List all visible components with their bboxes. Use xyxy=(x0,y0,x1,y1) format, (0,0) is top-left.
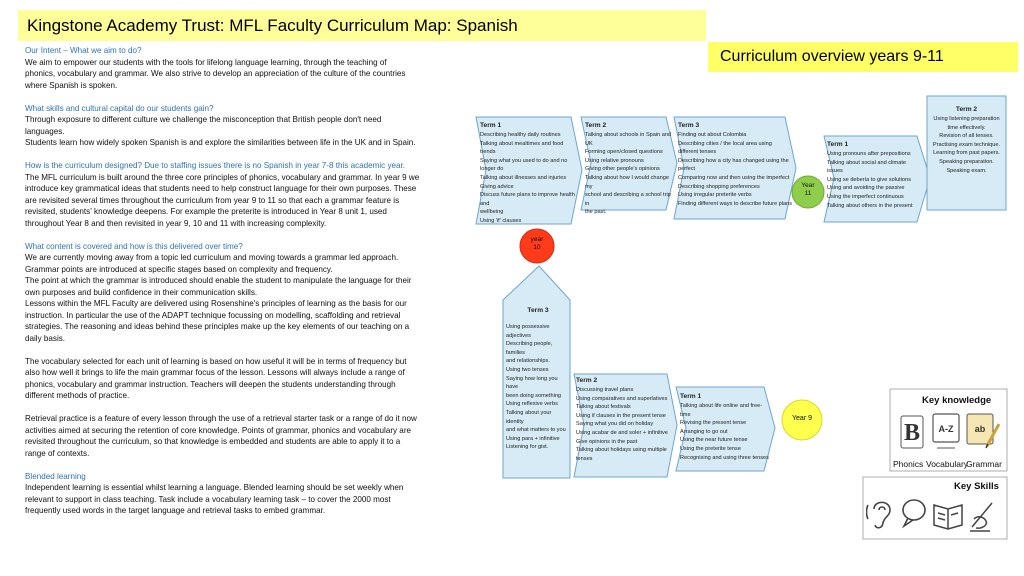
term-item: been doing something xyxy=(506,392,562,399)
text-line: throughout Year 8 and then revisited in year 9, 10 and 11 with increasing complexity. xyxy=(25,218,327,228)
term-item: and what matters to you xyxy=(506,427,566,434)
text-line: own purposes and build confidence in their communication skills. xyxy=(25,287,258,297)
term-item: Giving other people's opinions xyxy=(585,166,660,173)
term-item: Describing healthy daily routines xyxy=(480,132,561,138)
term-item: Listening for gist. xyxy=(506,444,549,451)
term-item: Revising the present tense xyxy=(680,420,747,427)
y11-term2-text xyxy=(928,105,1005,175)
grammar-icon xyxy=(967,414,999,448)
term-item: Saying how long you have xyxy=(506,375,558,391)
year11-node-label xyxy=(796,182,820,197)
text-line: The vocabulary selected for each unit of learning is based on how useful it will be in terms of frequency but xyxy=(25,356,407,366)
reading-icon xyxy=(934,505,962,529)
text-line: Lessons within the MFL Faculty are delivered using Rosenshine's principles of learning as the basis for our xyxy=(25,299,407,308)
term-title: Term 3 xyxy=(527,307,549,314)
term-title: Term 1 xyxy=(480,122,502,129)
term-item: Forming open/closed questions xyxy=(585,149,663,156)
section-heading: How is the curriculum designed? Due to staffing issues there is no Spanish in year 7-8 this academic year. xyxy=(25,161,406,170)
writing-icon xyxy=(970,503,992,531)
vocabulary-icon xyxy=(933,414,959,448)
grammar-label: Grammar xyxy=(966,459,1002,469)
term-item: Describing how a city has changed using the perfect xyxy=(678,157,789,173)
section-heading: Blended learning xyxy=(25,471,86,481)
phonics-label: Phonics xyxy=(893,459,924,469)
text-line: introduce key grammatical ideas that students need to help construct language for their own purposes. These xyxy=(25,184,417,193)
text-line: Grammar points are introduced at specific stages based on complexity and frequency. xyxy=(25,264,333,274)
term-item: Revision of all tenses. xyxy=(939,133,994,140)
y10-term2-text xyxy=(585,121,673,217)
term-item: Talking about mealtimes and food trends xyxy=(480,140,564,156)
term-item: school and describing a school trip in xyxy=(585,192,671,207)
text-line: range of contexts. xyxy=(25,448,90,458)
svg-text:ab: ab xyxy=(974,424,986,434)
text-line: frequently used words in the target language and retrieval tasks to embed grammar. xyxy=(25,506,326,515)
term-item: Talking about social and climate issues xyxy=(827,159,906,175)
phonics-icon xyxy=(901,416,923,448)
term-item: Talking about life online and free-time xyxy=(680,403,763,418)
term-title: Term 1 xyxy=(827,141,849,148)
text-line: phonics, vocabulary and grammar. We also strive to develop an appreciation of the culture of the countries xyxy=(25,69,406,78)
y10-term3-text xyxy=(678,121,792,208)
term-item: Using acabar de and soler + infinitive xyxy=(576,429,668,436)
term-item: Using the near future tense xyxy=(680,437,748,444)
term-item: Comparing now and then using the imperfect xyxy=(678,174,790,181)
term-item: Describing people, families xyxy=(506,341,553,356)
text-line: instruction. In particular the use of the ADAPT technique focussing on modelling, scaffolding and retrieval xyxy=(25,310,401,320)
term-item: Give opinions in the past xyxy=(576,438,638,445)
year9-node-label: Year 9 xyxy=(792,415,812,422)
term-item: Finding out about Colombia xyxy=(678,132,747,138)
text-line: Independent learning is essential whilst learning a language. Blended learning should be set weekly when xyxy=(25,483,404,492)
y9-term3-text xyxy=(506,306,570,452)
node-label-line: 11 xyxy=(804,189,812,197)
text-line: languages. xyxy=(25,126,65,136)
text-line: Retrieval practice is a feature of every lesson through the use of a retrieval starter task or a range of do it now xyxy=(25,414,417,423)
text-line: The point at which the grammar is introduced should enable the student to manipulate the language for their xyxy=(25,276,412,285)
term-item: and relationships. xyxy=(506,358,550,365)
term-item: Talking about how I would change my xyxy=(585,174,669,190)
key-knowledge-icons xyxy=(893,410,1005,458)
text-line: are revisited several times throughout the curriculum from year 9 to 11 so that each a grammar feature is xyxy=(25,195,400,205)
term-title: Term 2 xyxy=(955,106,978,113)
term-item: Discussing travel plans xyxy=(576,387,634,393)
page-title: Kingstone Academy Trust: MFL Faculty Curriculum Map: Spanish xyxy=(18,10,706,41)
term-title: Term 1 xyxy=(680,393,702,400)
text-line: different methods of practice. xyxy=(25,391,130,400)
term-item: time effectively. xyxy=(947,124,986,131)
term-item: Using irregular preterite verbs xyxy=(678,192,752,199)
term-item: Talking about festivals xyxy=(576,404,631,411)
term-item: Giving advice xyxy=(480,183,514,190)
term-item: Talking about your identity xyxy=(506,409,552,425)
term-item: Using comparatives and superlatives xyxy=(576,395,668,402)
text-line: We aim to empower our students with the tools for lifelong language learning, through the teaching of xyxy=(25,57,387,67)
term-item: Speaking preparation. xyxy=(939,158,994,165)
vocabulary-label: Vocabulary xyxy=(926,459,969,469)
text-line: daily basis. xyxy=(25,333,66,343)
text-line: Through exposure to different culture we challenge the misconception that British people don't need xyxy=(25,115,382,124)
term-item: Arranging to go out xyxy=(680,428,728,435)
term-item: the past. xyxy=(585,209,607,216)
term-item: Finding different ways to describe future plans xyxy=(678,200,793,207)
y10-term1-text xyxy=(480,121,576,226)
text-line: also how well it brings to life the main grammar focus of the lesson. Lessons will always include a range of xyxy=(25,368,405,377)
term-item: Discuss future plans to improve health and xyxy=(480,192,575,207)
term-item: Using the imperfect continuous xyxy=(827,193,904,200)
section-heading: Our Intent – What we aim to do? xyxy=(25,46,142,55)
text-line: phonics, vocabulary and grammar instruction. Teachers will deepen the students understanding through xyxy=(25,379,396,389)
term-title: Term 2 xyxy=(585,122,607,129)
node-label-line: 10 xyxy=(533,243,541,251)
node-label-line: year xyxy=(530,236,544,243)
text-line: relevant to support in class teaching. Task include a vocabulary learning task – to cover the 2000 most xyxy=(25,494,391,504)
term-item: Talking about schools in Spain and UK xyxy=(585,132,672,147)
term-item: Using reflexive verbs xyxy=(506,401,558,408)
term-item: Using relative pronouns xyxy=(585,157,644,164)
term-item: Using and avoiding the passive xyxy=(827,185,905,192)
svg-text:A-Z: A-Z xyxy=(938,424,954,434)
text-line: revisited throughout the curriculum, so that knowledge is embedded and students are able to apply it to a xyxy=(25,437,401,446)
svg-text:B: B xyxy=(903,420,921,446)
text-line: where Spanish is spoken. xyxy=(25,80,118,90)
listening-icon xyxy=(867,502,891,527)
term-item: Using possessive adjectives xyxy=(506,324,550,339)
text-line: We are currently moving away from a topic led curriculum and moving towards a grammar led approach. xyxy=(25,253,399,262)
speaking-icon xyxy=(903,500,925,526)
curriculum-overview-label: Curriculum overview years 9-11 xyxy=(708,42,1018,72)
year10-node-label xyxy=(525,236,549,251)
text-line: The MFL curriculum is built around the three core principles of phonics, vocabulary and grammar. In year 9 we xyxy=(25,172,420,182)
term-item: Using if clauses in the present tense xyxy=(576,412,666,419)
term-item: Learning from past papers. xyxy=(933,150,1000,157)
y9-term2-text xyxy=(576,376,676,463)
key-knowledge-title: Key knowledge xyxy=(922,395,992,406)
term-item: Talking about illnesses and injuries xyxy=(480,174,567,181)
term-item: Using two tenses xyxy=(506,366,549,373)
term-title: Term 3 xyxy=(678,122,700,129)
y9-term1-text xyxy=(680,392,772,462)
term-item: Using listening preparation xyxy=(933,116,1000,122)
section-heading: What content is covered and how is this delivered over time? xyxy=(25,241,243,251)
term-item: Describing shopping preferences xyxy=(678,183,760,190)
term-item: Using pronouns after prepositions xyxy=(827,151,911,157)
term-item: Talking about holidays using multiple tenses xyxy=(576,447,667,462)
text-line: revisited, students' knowledge deepens. For example the preterite is introduced in Year 8 unit 1, used xyxy=(25,207,387,216)
term-item: Saying what you did on holiday xyxy=(576,421,654,428)
term-item: Using the preterite tense xyxy=(680,445,741,452)
term-item: Saying what you used to do and no longer do xyxy=(480,157,568,173)
term-item: Practising exam technique. xyxy=(932,141,1001,148)
section-heading: What skills and cultural capital do our students gain? xyxy=(25,103,214,113)
text-line: activities aimed at securing the retention of core knowledge. Points of grammar, phonics and vocabulary are xyxy=(25,425,412,435)
term-title: Term 2 xyxy=(576,377,598,384)
key-skills-title: Key Skills xyxy=(954,481,999,492)
term-item: Using para + infinitive xyxy=(506,435,560,442)
text-line: strategies. The reasoning and ideas behind these principles make up the key elements of our teaching on a xyxy=(25,322,410,331)
term-item: wellbeing xyxy=(480,209,504,216)
key-skills-icons xyxy=(866,495,1006,537)
term-item: Speaking exam. xyxy=(946,167,987,174)
text-line: Students learn how widely spoken Spanish is and explore the similarities between life in the UK and in Spain. xyxy=(25,138,416,147)
term-item: Using se debería to give solutions xyxy=(827,176,911,183)
term-item: Using 'if' clauses xyxy=(480,217,522,224)
term-item: Recognising and using three tenses xyxy=(680,454,769,461)
node-label-line: Year xyxy=(801,182,815,189)
term-item: Talking about others in the present xyxy=(827,202,913,209)
term-item: Describing cities / the local area using different tenses xyxy=(678,140,772,156)
y11-term1-text xyxy=(827,140,923,210)
